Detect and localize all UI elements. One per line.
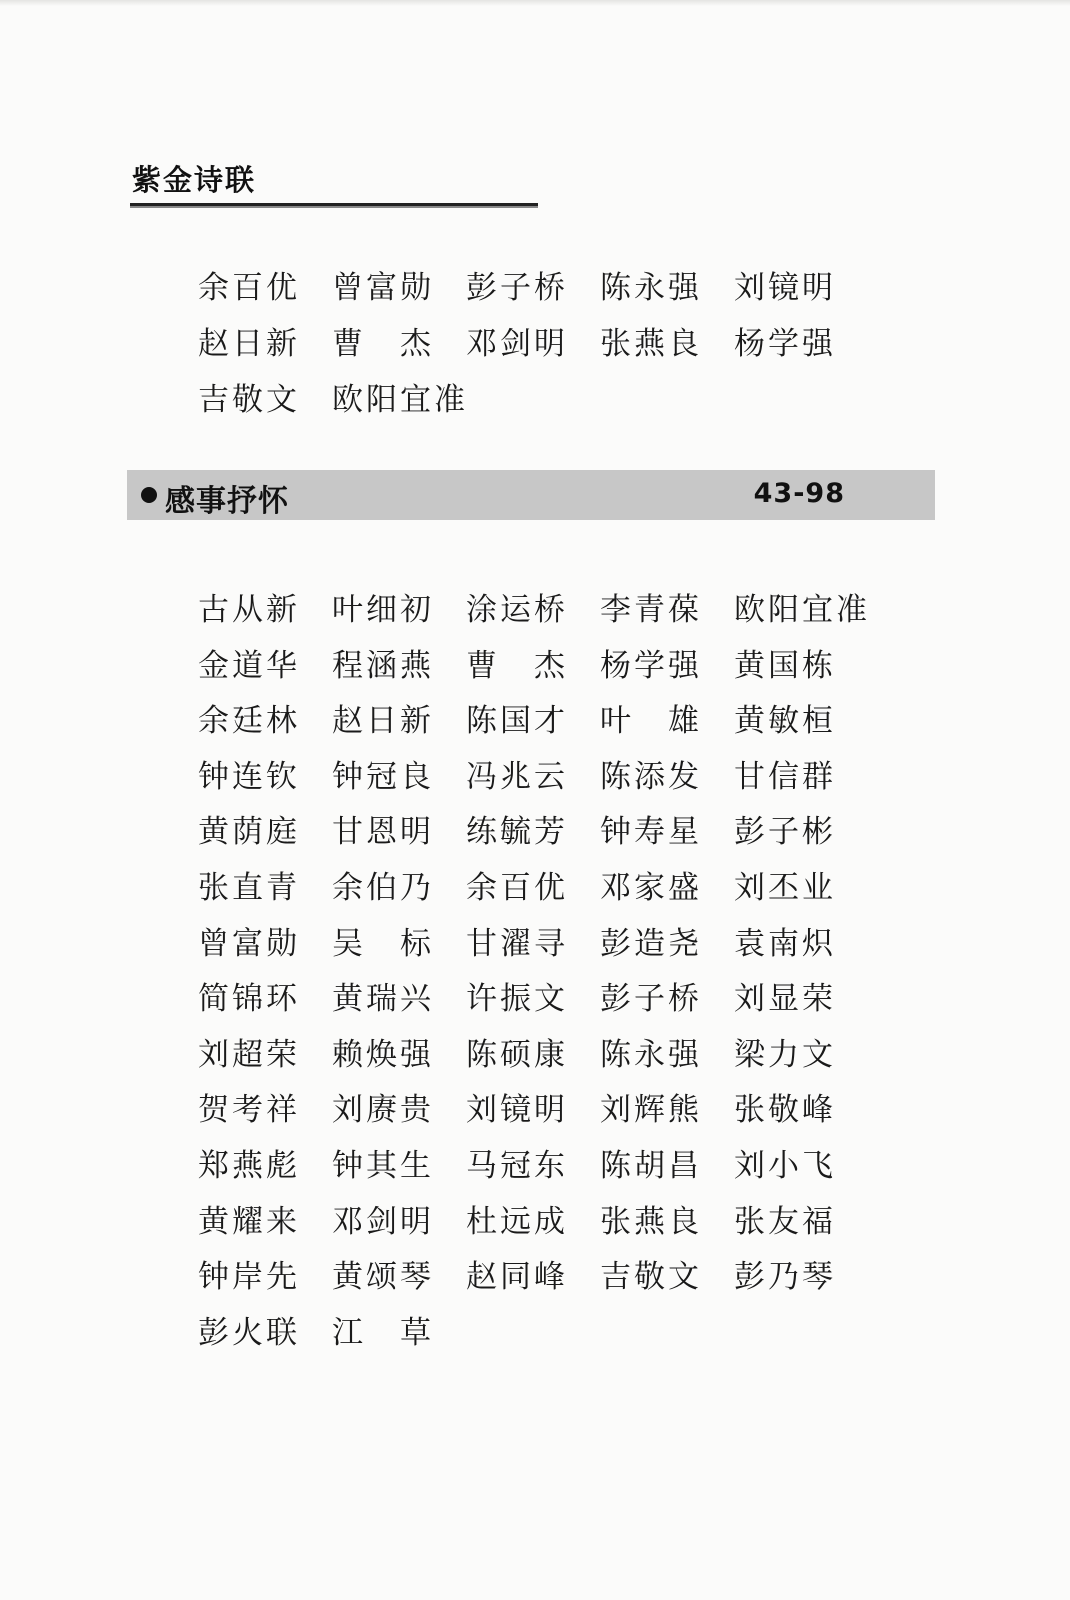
author-name: 张直青 [198,869,300,906]
author-name: 刘小飞 [734,1147,836,1184]
author-name: 刘丕业 [734,869,836,906]
author-name: 马冠东 [466,1147,568,1184]
author-name: 杨学强 [734,326,836,362]
author-name: 黄国栋 [734,647,836,684]
author-name: 张燕良 [600,1203,702,1240]
author-name: 邓剑明 [466,326,568,362]
author-name: 曾富勋 [332,270,434,306]
author-name: 简锦环 [198,981,300,1018]
author-name: 叶 雄 [600,703,702,740]
author-name: 曹 杰 [466,647,568,684]
author-name: 余廷林 [198,703,300,740]
author-name: 刘显荣 [734,981,836,1018]
author-name: 彭造尧 [600,925,702,962]
author-name: 陈国才 [466,703,568,740]
author-name: 郑燕彪 [198,1147,300,1184]
author-name: 黄敏桓 [734,703,836,740]
author-name: 刘镜明 [734,270,836,306]
author-name: 江 草 [332,1314,434,1351]
author-name: 彭子彬 [734,814,836,851]
author-name: 杜远成 [466,1203,568,1240]
header-rule [130,203,538,206]
author-name: 梁力文 [734,1036,836,1073]
author-name: 黄颂琴 [332,1259,434,1296]
author-name: 陈胡昌 [600,1147,702,1184]
author-name: 贺考祥 [198,1092,300,1129]
author-name: 黄瑞兴 [332,981,434,1018]
author-name: 甘濯寻 [466,925,568,962]
author-name: 邓剑明 [332,1203,434,1240]
author-name: 金道华 [198,647,300,684]
author-name: 曹 杰 [332,326,434,362]
author-name: 欧阳宜准 [332,382,468,418]
author-name: 赖焕强 [332,1036,434,1073]
author-name: 钟其生 [332,1147,434,1184]
author-name: 彭乃琴 [734,1259,836,1296]
author-name: 张燕良 [600,326,702,362]
author-name: 余伯乃 [332,869,434,906]
author-name: 张敬峰 [734,1092,836,1129]
author-name: 陈添发 [600,758,702,795]
author-name: 欧阳宜准 [734,592,870,628]
author-name: 陈永强 [600,270,702,306]
running-header [130,158,538,206]
bullet-icon [141,487,157,503]
author-name: 余百优 [198,270,300,306]
author-name: 曾富勋 [198,925,300,962]
author-name: 赵同峰 [466,1259,568,1296]
author-name: 刘赓贵 [332,1092,434,1129]
author-name: 彭火联 [198,1314,300,1351]
author-name: 练毓芳 [466,814,568,851]
poem-author-list [198,262,884,430]
author-name: 许振文 [466,981,568,1018]
author-name: 陈硕康 [466,1036,568,1073]
author-name: 袁南炽 [734,925,836,962]
author-name: 吉敬文 [198,382,300,418]
author-name: 叶细初 [332,592,434,628]
author-name: 赵日新 [198,326,300,362]
author-name: 陈永强 [600,1036,702,1073]
section-heading-bar [127,470,935,520]
author-name: 钟连钦 [198,758,300,795]
author-name: 黄荫庭 [198,814,300,851]
author-name: 吉敬文 [600,1259,702,1296]
author-name: 甘信群 [734,758,836,795]
author-name: 程涵燕 [332,647,434,684]
author-name: 彭子桥 [466,270,568,306]
author-name: 张友福 [734,1203,836,1240]
author-name: 邓家盛 [600,869,702,906]
author-name: 刘辉熊 [600,1092,702,1129]
section-title: 感事抒怀 [165,484,289,519]
author-name: 刘超荣 [198,1036,300,1073]
author-name: 冯兆云 [466,758,568,795]
author-name: 甘恩明 [332,814,434,851]
author-name: 钟冠良 [332,758,434,795]
header-title: 紫金诗联 [132,163,257,197]
author-name: 钟岸先 [198,1259,300,1296]
author-name: 余百优 [466,869,568,906]
author-name: 赵日新 [332,703,434,740]
affect-author-list [198,584,884,1362]
author-name: 黄耀来 [198,1203,300,1240]
author-name: 吴 标 [332,925,434,962]
author-name: 古从新 [198,592,300,628]
author-name: 涂运桥 [466,592,568,628]
author-name: 钟寿星 [600,814,702,851]
author-name: 杨学强 [600,647,702,684]
section-page-range: 43-98 [753,478,845,509]
page-top-edge [0,0,1070,6]
author-name: 彭子桥 [600,981,702,1018]
author-name: 李青葆 [600,592,702,628]
author-name: 刘镜明 [466,1092,568,1129]
